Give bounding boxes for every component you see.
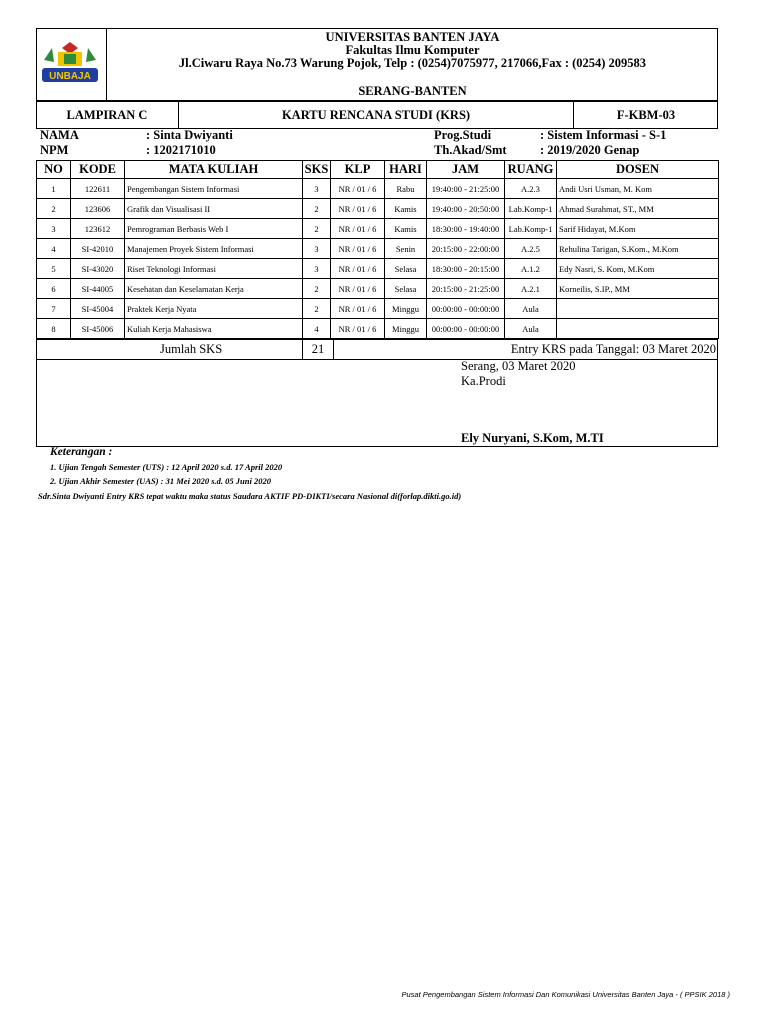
cell-sks: 2 <box>303 299 331 319</box>
cell-ruang: A.2.5 <box>505 239 557 259</box>
total-label: Jumlah SKS <box>160 342 223 356</box>
cell-ruang: Aula <box>505 319 557 339</box>
npm-label: NPM <box>40 143 69 157</box>
cell-klp: NR / 01 / 6 <box>331 319 385 339</box>
cell-hari: Minggu <box>385 319 427 339</box>
cell-sks: 3 <box>303 239 331 259</box>
cell-jam: 00:00:00 - 00:00:00 <box>427 319 505 339</box>
form-code: F-KBM-03 <box>616 108 676 122</box>
cell-klp: NR / 01 / 6 <box>331 299 385 319</box>
cell-ruang: A.2.3 <box>505 179 557 199</box>
cell-hari: Selasa <box>385 279 427 299</box>
cell-ruang: A.2.1 <box>505 279 557 299</box>
thakad-label: Th.Akad/Smt <box>434 143 507 157</box>
krs-table <box>36 160 719 339</box>
prodi-value: : Sistem Informasi - S-1 <box>540 128 667 142</box>
cell-dosen: Rehulina Tarigan, S.Kom., M.Kom <box>557 239 719 259</box>
table-row <box>37 219 719 239</box>
cell-dosen <box>557 299 719 319</box>
cell-kode: 122611 <box>71 179 125 199</box>
col-mata-kuliah: MATA KULIAH <box>125 161 303 179</box>
cell-kode: SI-45004 <box>71 299 125 319</box>
cell-mata-kuliah: Manajemen Proyek Sistem Informasi <box>125 239 303 259</box>
cell-klp: NR / 01 / 6 <box>331 259 385 279</box>
cell-hari: Selasa <box>385 259 427 279</box>
cell-no: 6 <box>37 279 71 299</box>
nama-value: : Sinta Dwiyanti <box>146 128 233 142</box>
cell-klp: NR / 01 / 6 <box>331 219 385 239</box>
document-title: KARTU RENCANA STUDI (KRS) <box>281 108 471 122</box>
cell-jam: 00:00:00 - 00:00:00 <box>427 299 505 319</box>
col-jam: JAM <box>427 161 505 179</box>
cell-kode: 123612 <box>71 219 125 239</box>
table-row <box>37 259 719 279</box>
page-footer: Pusat Pengembangan Sistem Informasi Dan Komunikasi Universitas Banten Jaya - ( PPSIK 2018 ) <box>401 990 730 999</box>
col-dosen: DOSEN <box>557 161 719 179</box>
signature-place-date: Serang, 03 Maret 2020 <box>461 359 576 373</box>
cell-no: 2 <box>37 199 71 219</box>
university-name: UNIVERSITAS BANTEN JAYA <box>325 30 500 44</box>
col-sks: SKS <box>303 161 331 179</box>
signature-role: Ka.Prodi <box>461 374 506 388</box>
cell-mata-kuliah: Riset Teknologi Informasi <box>125 259 303 279</box>
col-hari: HARI <box>385 161 427 179</box>
table-row <box>37 199 719 219</box>
cell-no: 5 <box>37 259 71 279</box>
cell-kode: 123606 <box>71 199 125 219</box>
cell-dosen: Ahmad Surahmat, ST., MM <box>557 199 719 219</box>
cell-dosen: Andi Usri Usman, M. Kom <box>557 179 719 199</box>
cell-mata-kuliah: Praktek Kerja Nyata <box>125 299 303 319</box>
cell-jam: 20:15:00 - 21:25:00 <box>427 279 505 299</box>
col-kode: KODE <box>71 161 125 179</box>
thakad-value: : 2019/2020 Genap <box>540 143 640 157</box>
cell-ruang: Aula <box>505 299 557 319</box>
npm-value: : 1202171010 <box>146 143 216 157</box>
cell-mata-kuliah: Grafik dan Visualisasi II <box>125 199 303 219</box>
cell-jam: 20:15:00 - 22:00:00 <box>427 239 505 259</box>
cell-hari: Kamis <box>385 219 427 239</box>
notes-title: Keterangan : <box>50 446 113 458</box>
cell-ruang: A.1.2 <box>505 259 557 279</box>
cell-sks: 4 <box>303 319 331 339</box>
table-row <box>37 179 719 199</box>
prodi-label: Prog.Studi <box>434 128 492 142</box>
table-header-row <box>37 161 719 179</box>
cell-jam: 18:30:00 - 20:15:00 <box>427 259 505 279</box>
cell-no: 1 <box>37 179 71 199</box>
note-uts: 1. Ujian Tengah Semester (UTS) : 12 April 2020 s.d. 17 April 2020 <box>50 462 283 472</box>
cell-klp: NR / 01 / 6 <box>331 279 385 299</box>
cell-mata-kuliah: Kuliah Kerja Mahasiswa <box>125 319 303 339</box>
cell-sks: 2 <box>303 199 331 219</box>
address: Jl.Ciwaru Raya No.73 Warung Pojok, Telp : (0254)7075977, 217066,Fax : (0254) 209583 <box>178 56 647 70</box>
city: SERANG-BANTEN <box>358 84 467 98</box>
cell-mata-kuliah: Pemrograman Berbasis Web I <box>125 219 303 239</box>
cell-dosen <box>557 319 719 339</box>
cell-sks: 2 <box>303 219 331 239</box>
cell-jam: 19:40:00 - 20:50:00 <box>427 199 505 219</box>
signature-name: Ely Nuryani, S.Kom, M.TI <box>461 431 604 445</box>
cell-mata-kuliah: Kesehatan dan Keselamatan Kerja <box>125 279 303 299</box>
cell-klp: NR / 01 / 6 <box>331 179 385 199</box>
cell-hari: Kamis <box>385 199 427 219</box>
cell-dosen: Sarif Hidayat, M.Kom <box>557 219 719 239</box>
cell-hari: Rabu <box>385 179 427 199</box>
nama-label: NAMA <box>40 128 79 142</box>
cell-jam: 18:30:00 - 19:40:00 <box>427 219 505 239</box>
cell-no: 3 <box>37 219 71 239</box>
logo-text: UNBAJA <box>49 71 91 82</box>
status-note: Sdr.Sinta Dwiyanti Entry KRS tepat waktu maka status Saudara AKTIF PD-DIKTI/secara Nasional di(forlap.dikti.go.id) <box>38 491 462 501</box>
lampiran-label: LAMPIRAN C <box>66 108 148 122</box>
signature-box <box>36 359 718 447</box>
table-row <box>37 279 719 299</box>
cell-sks: 3 <box>303 179 331 199</box>
cell-dosen: Edy Nasri, S. Kom, M.Kom <box>557 259 719 279</box>
cell-no: 8 <box>37 319 71 339</box>
cell-hari: Minggu <box>385 299 427 319</box>
col-ruang: RUANG <box>505 161 557 179</box>
total-sks-value: 21 <box>311 342 325 356</box>
cell-mata-kuliah: Pengembangan Sistem Informasi <box>125 179 303 199</box>
cell-hari: Senin <box>385 239 427 259</box>
cell-kode: SI-44005 <box>71 279 125 299</box>
cell-sks: 2 <box>303 279 331 299</box>
entry-date: Entry KRS pada Tanggal: 03 Maret 2020 <box>510 342 716 356</box>
cell-no: 4 <box>37 239 71 259</box>
col-no: NO <box>37 161 71 179</box>
cell-kode: SI-42010 <box>71 239 125 259</box>
cell-klp: NR / 01 / 6 <box>331 239 385 259</box>
faculty-name: Fakultas Ilmu Komputer <box>345 43 480 57</box>
cell-dosen: Korneilis, S.IP., MM <box>557 279 719 299</box>
cell-jam: 19:40:00 - 21:25:00 <box>427 179 505 199</box>
cell-ruang: Lab.Komp-1 <box>505 199 557 219</box>
cell-sks: 3 <box>303 259 331 279</box>
cell-kode: SI-43020 <box>71 259 125 279</box>
cell-ruang: Lab.Komp-1 <box>505 219 557 239</box>
cell-no: 7 <box>37 299 71 319</box>
cell-kode: SI-45006 <box>71 319 125 339</box>
university-logo <box>40 40 100 88</box>
note-uas: 2. Ujian Akhir Semester (UAS) : 31 Mei 2020 s.d. 05 Juni 2020 <box>50 476 271 486</box>
col-klp: KLP <box>331 161 385 179</box>
cell-klp: NR / 01 / 6 <box>331 199 385 219</box>
table-row <box>37 319 719 339</box>
table-row <box>37 239 719 259</box>
table-row <box>37 299 719 319</box>
